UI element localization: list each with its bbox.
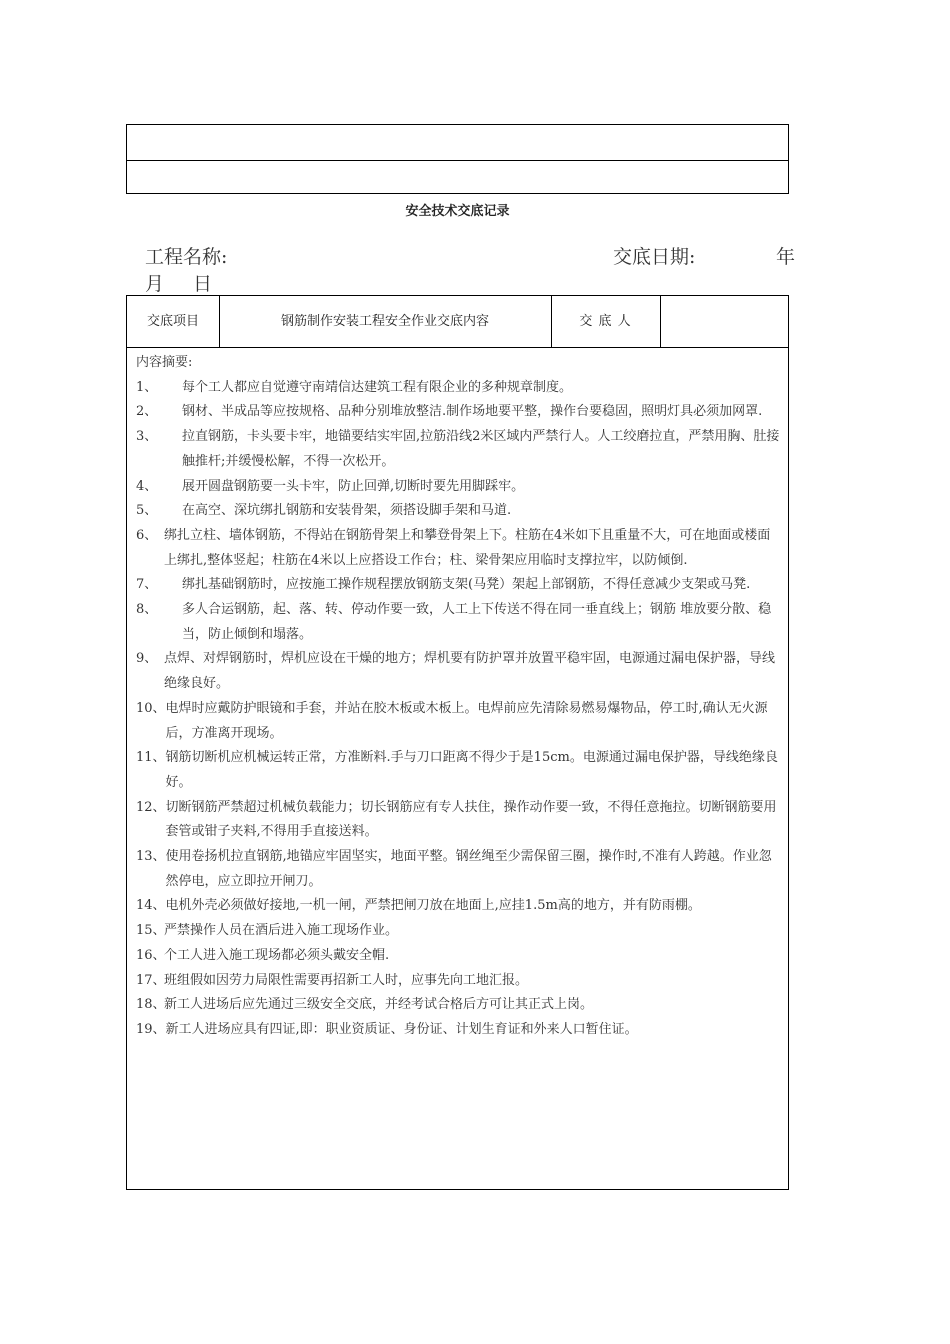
person-value-cell bbox=[660, 296, 788, 347]
list-item-text: 钢筋切断机应机械运转正常，方准断料.手与刀口距离不得少于是15cm。电源通过漏电保护器，导线绝缘良好。 bbox=[165, 750, 778, 790]
item-label-cell: 交底项目 bbox=[127, 296, 220, 347]
list-item-text: 新工人进场应具有四证,即：职业资质证、身份证、计划生育证和外来人口暂住证。 bbox=[165, 1021, 638, 1037]
list-item-text: 使用卷扬机拉直钢筋,地锚应牢固坚实，地面平整。钢丝绳至少需保留三圈，操作时,不准有人跨越。作业忽然停电，应立即拉开闸刀。 bbox=[165, 849, 772, 889]
disclosure-table bbox=[126, 295, 789, 1190]
summary-label: 内容摘要: bbox=[136, 355, 193, 370]
table-header-row bbox=[127, 296, 788, 348]
list-item bbox=[136, 376, 781, 401]
list-item bbox=[136, 425, 781, 474]
document-title: 安全技术交底记录 bbox=[405, 204, 510, 219]
list-item bbox=[136, 894, 781, 919]
list-item bbox=[136, 796, 781, 845]
month-label: 月 bbox=[145, 273, 165, 295]
list-item bbox=[136, 400, 781, 425]
list-item-text: 班组假如因劳力局限性需要再招新工人时，应事先向工地汇报。 bbox=[164, 972, 529, 988]
list-item bbox=[136, 573, 781, 598]
list-item-text: 点焊、对焊钢筋时，焊机应设在干燥的地方；焊机要有防护罩并放置平稳牢固，电源通过漏电保护器，导线绝缘良好。 bbox=[164, 651, 776, 692]
list-item-number: 15、 bbox=[136, 923, 166, 939]
list-item-number: 16、 bbox=[136, 947, 166, 963]
list-item-text: 新工人进场后应先通过三级安全交底，并经考试合格后方可让其正式上岗。 bbox=[164, 997, 594, 1013]
meta-section bbox=[145, 244, 805, 298]
list-item bbox=[136, 1018, 781, 1043]
list-item-number: 9、 bbox=[136, 651, 158, 667]
list-item-text: 绑扎立柱、墙体钢筋，不得站在钢筋骨架上和攀登骨架上下。柱筋在4米如下且重量不大，可在地面或楼面上绑扎,整体竖起；柱筋在4米以上应搭设工作台；柱、梁骨架应用临时支撑拉牢，以防倾倒. bbox=[164, 527, 771, 568]
list-item bbox=[136, 697, 781, 746]
list-item bbox=[136, 524, 781, 573]
list-item-number: 17、 bbox=[136, 972, 166, 988]
list-item-number: 19、 bbox=[136, 1021, 166, 1037]
person-label-cell: 交 底 人 bbox=[551, 296, 661, 347]
list-item-number: 13、 bbox=[136, 849, 166, 865]
list-item-number: 8、 bbox=[136, 602, 158, 618]
list-item bbox=[136, 598, 781, 647]
list-item bbox=[136, 475, 781, 500]
list-item-number: 4、 bbox=[136, 478, 158, 494]
list-item bbox=[136, 993, 781, 1018]
list-item-text: 展开圆盘钢筋要一头卡牢，防止回弹,切断时要先用脚踩牢。 bbox=[182, 478, 525, 494]
project-name-label: 工程名称: bbox=[145, 246, 228, 268]
list-item-number: 12、 bbox=[136, 799, 166, 815]
list-item bbox=[136, 746, 781, 795]
list-item-number: 18、 bbox=[136, 997, 166, 1013]
list-item-text: 电机外壳必须做好接地,一机一闸，严禁把闸刀放在地面上,应挂1.5m高的地方，并有防雨棚。 bbox=[165, 898, 701, 914]
day-label: 日 bbox=[193, 273, 213, 295]
list-item bbox=[136, 499, 781, 524]
list-item-number: 7、 bbox=[136, 577, 158, 593]
list-item-text: 切断钢筋严禁超过机械负载能力；切长钢筋应有专人扶住，操作动作要一致，不得任意拖拉。切断钢筋要用套管或钳子夹料,不得用手直接送料。 bbox=[165, 799, 777, 840]
list-item bbox=[136, 944, 781, 969]
list-item-number: 3、 bbox=[136, 429, 158, 445]
list-item-text: 严禁操作人员在酒后进入施工现场作业。 bbox=[164, 923, 399, 939]
list-item-text: 每个工人都应自觉遵守南靖信达建筑工程有限企业的多种规章制度。 bbox=[182, 379, 573, 395]
meta-line-2 bbox=[145, 271, 805, 298]
list-item bbox=[136, 845, 781, 894]
date-label: 交底日期: bbox=[613, 246, 696, 268]
top-blank-box bbox=[126, 124, 789, 194]
list-item bbox=[136, 647, 781, 696]
list-item-number: 14、 bbox=[136, 898, 166, 914]
year-label: 年 bbox=[776, 246, 796, 268]
item-value-cell: 钢筋制作安装工程安全作业交底内容 bbox=[219, 296, 552, 347]
list-item-number: 2、 bbox=[136, 404, 158, 420]
list-item-number: 10、 bbox=[136, 700, 166, 716]
list-item bbox=[136, 969, 781, 994]
content-section bbox=[136, 351, 781, 1043]
list-item-text: 在高空、深坑绑扎钢筋和安装骨架，须搭设脚手架和马道. bbox=[182, 503, 512, 519]
list-item-text: 钢材、半成品等应按规格、品种分别堆放整洁.制作场地要平整，操作台要稳固，照明灯具必须加网罩. bbox=[182, 404, 763, 420]
list-item-text: 多人合运钢筋，起、落、转、停动作要一致，人工上下传送不得在同一垂直线上；钢筋 堆放要分散、稳当，防止倾倒和塌落。 bbox=[182, 602, 772, 642]
top-box-divider bbox=[127, 160, 788, 161]
list-item-text: 个工人进入施工现场都必须头戴安全帽. bbox=[164, 947, 390, 963]
list-item-text: 绑扎基础钢筋时，应按施工操作规程摆放钢筋支架(马凳）架起上部钢筋，不得任意减少支架或马凳. bbox=[182, 577, 751, 593]
list-item-text: 拉直钢筋，卡头要卡牢，地锚要结实牢固,拉筋沿线2米区域内严禁行人。人工绞磨拉直，严禁用胸、肚接触推杆;并缓慢松解，不得一次松开。 bbox=[182, 429, 780, 469]
list-item bbox=[136, 919, 781, 944]
content-list bbox=[136, 376, 781, 1043]
list-item-number: 6、 bbox=[136, 527, 158, 543]
list-item-number: 11、 bbox=[136, 750, 166, 766]
list-item-number: 5、 bbox=[136, 503, 158, 519]
list-item-number: 1、 bbox=[136, 379, 158, 395]
list-item-text: 电焊时应戴防护眼镜和手套，并站在胶木板或木板上。电焊前应先清除易燃易爆物品，停工时,确认无火源后，方准离开现场。 bbox=[165, 700, 768, 741]
meta-line-1 bbox=[145, 244, 805, 271]
